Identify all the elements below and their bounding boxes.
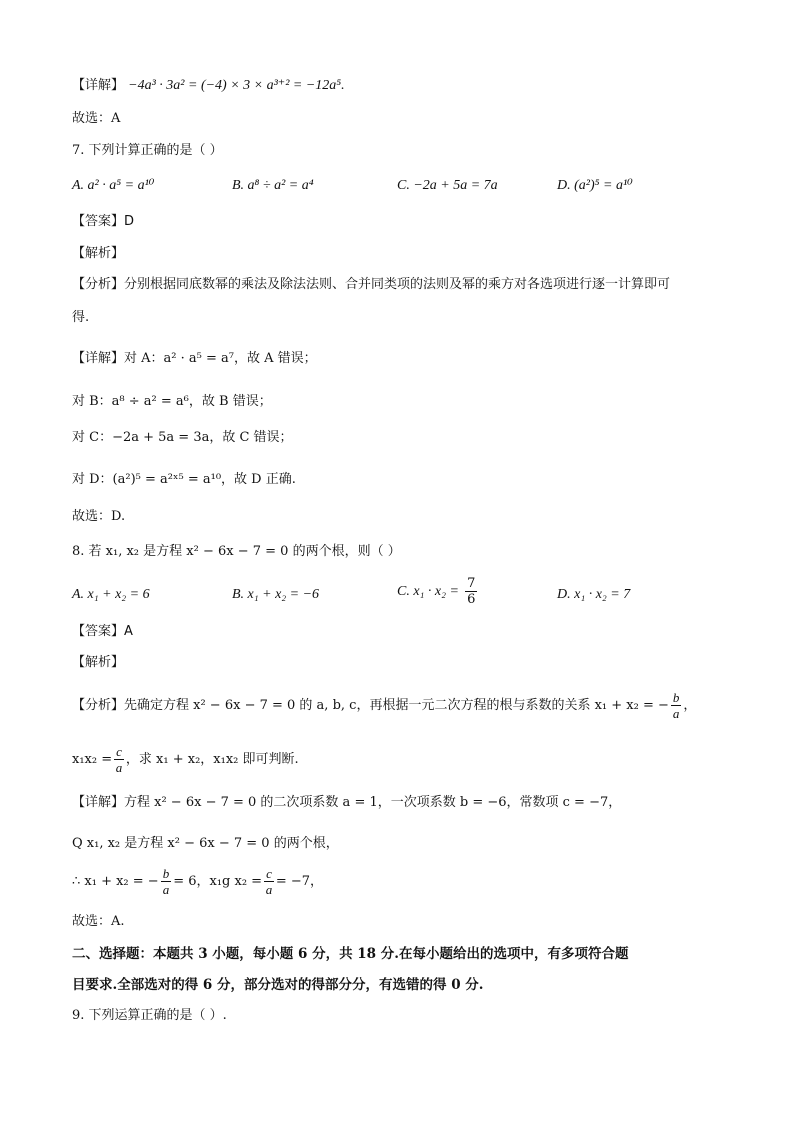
q8-detail-line1: 【详解】方程 x² − 6x − 7 = 0 的二次项系数 a = 1，一次项系数 b = −6，常数项 c = −7， — [72, 795, 622, 810]
q7-analysis-heading: 【解析】 — [72, 246, 125, 261]
detail-label: 【详解】 — [72, 78, 125, 93]
q8-detail-line3: ∴ x₁ + x₂ = − $\frac{b}{a}$ = 6，x₁g x₂ = $\frac{c}{a}$ = −7， — [72, 866, 324, 897]
q8-analysis-heading: 【解析】 — [72, 655, 125, 670]
q7-fenxi-line2: 得. — [72, 310, 90, 325]
q8-option-a: A. x₁ + x₂ = 6 — [72, 587, 150, 602]
q7-detail-c: 对 C：−2a + 5a = 3a，故 C 错误； — [72, 430, 293, 445]
fraction-b-over-a: $\frac{b}{a}$ — [672, 690, 680, 721]
section-2-heading-line1: 二、选择题：本题共 3 小题，每小题 6 分，共 18 分.在每小题给出的选项中，有多项符合题 — [72, 946, 629, 962]
section-2-heading-line2: 目要求.全部选对的得 6 分，部分选对的得部分分，有选错的得 0 分. — [72, 977, 484, 993]
q8-option-c: C. x₁ · x₂ = $\frac{7}{6}$ — [397, 576, 476, 607]
q8-detail-line2: Q x₁, x₂ 是方程 x² − 6x − 7 = 0 的两个根， — [72, 836, 339, 851]
choice-line-q6: 故选：A — [72, 111, 121, 126]
detail-math: −4a³ · 3a² = (−4) × 3 × a³⁺² = −12a⁵. — [128, 78, 345, 93]
q8-option-c-fraction: $\frac{7}{6}$ — [467, 576, 476, 607]
q7-option-b: B. a⁸ ÷ a² = a⁴ — [232, 178, 314, 193]
q8-option-d: D. x₁ · x₂ = 7 — [557, 587, 631, 602]
question-9: 9. 下列运算正确的是（ ）. — [72, 1008, 227, 1023]
q8-fenxi-line2: x₁x₂ = $\frac{c}{a}$ ，求 x₁ + x₂，x₁x₂ 即可判断. — [72, 744, 299, 775]
question-7: 7. 下列计算正确的是（ ） — [72, 143, 223, 158]
q8-option-b: B. x₁ + x₂ = −6 — [232, 587, 320, 602]
q7-option-c: C. −2a + 5a = 7a — [397, 178, 498, 193]
fraction-b-over-a-2: $\frac{b}{a}$ — [162, 866, 170, 897]
q7-option-d: D. (a²)⁵ = a¹⁰ — [557, 178, 633, 193]
q7-detail-b: 对 B：a⁸ ÷ a² = a⁶，故 B 错误； — [72, 394, 272, 409]
q7-option-a: A. a² · a⁵ = a¹⁰ — [72, 178, 155, 193]
q7-choice: 故选：D. — [72, 509, 126, 524]
q7-answer: 【答案】D — [72, 214, 135, 229]
q8-fenxi-line1: 【分析】先确定方程 x² − 6x − 7 = 0 的 a, b, c，再根据一元二次方程的根与系数的关系 x₁ + x₂ = − $\frac{b}{a}$ ， — [72, 690, 697, 721]
q7-fenxi-line1: 【分析】分别根据同底数幂的乘法及除法法则、合并同类项的法则及幂的乘方对各选项进行逐一计算即可 — [72, 277, 671, 292]
fraction-c-over-a: $\frac{c}{a}$ — [115, 744, 123, 775]
q8-choice: 故选：A. — [72, 914, 125, 929]
q7-detail-a: 【详解】对 A：a² · a⁵ = a⁷，故 A 错误； — [72, 351, 317, 366]
q8-answer: 【答案】A — [72, 624, 133, 639]
q7-detail-d: 对 D：(a²)⁵ = a²ˣ⁵ = a¹⁰，故 D 正确. — [72, 472, 296, 487]
question-8: 8. 若 x₁, x₂ 是方程 x² − 6x − 7 = 0 的两个根，则（ ） — [72, 544, 401, 559]
detail-line-q6 — [72, 77, 345, 95]
fraction-c-over-a-2: $\frac{c}{a}$ — [265, 866, 273, 897]
